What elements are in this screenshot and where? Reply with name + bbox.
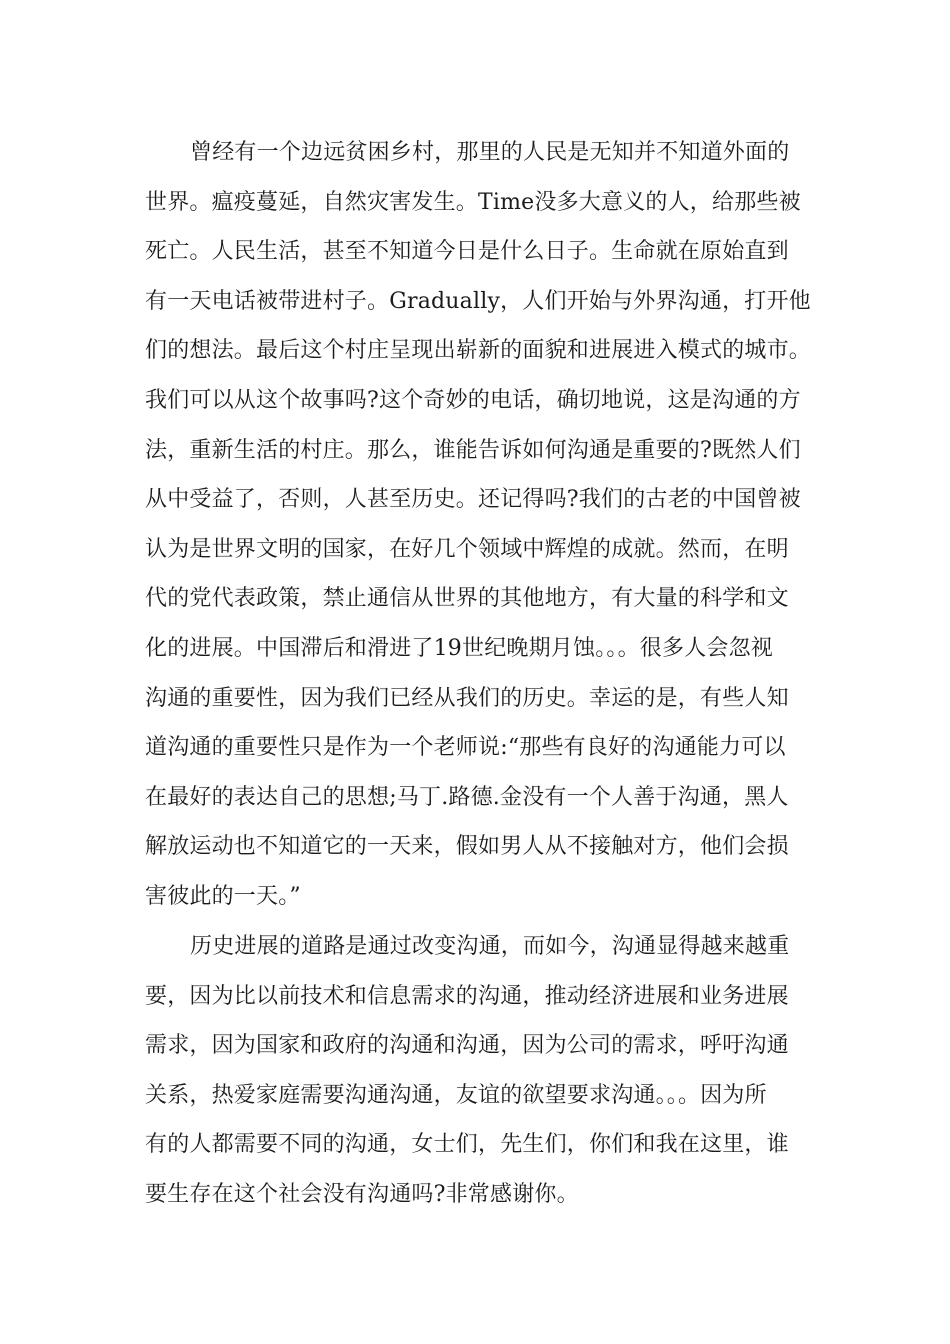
text-line: 有一天电话被带进村子。Gradually，人们开始与外界沟通，打开他 [145, 288, 811, 314]
text-line: 死亡。人民生活，甚至不知道今日是什么日子。生命就在原始直到 [145, 239, 789, 265]
text-line: 害彼此的一天。” [145, 883, 301, 909]
text-line: 需求，因为国家和政府的沟通和沟通，因为公司的需求，呼吁沟通 [145, 1033, 789, 1059]
text-line: 世界。瘟疫蔓延，自然灾害发生。Time没多大意义的人，给那些被 [145, 189, 801, 215]
text-line: 关系，热爱家庭需要沟通沟通，友谊的欲望要求沟通。。。因为所 [145, 1082, 767, 1108]
text-line: 们的想法。最后这个村庄呈现出崭新的面貌和进展进入模式的城市。 [145, 338, 812, 364]
paragraph-2 [145, 922, 815, 1220]
text-line: 历史进展的道路是通过改变沟通，而如今，沟通显得越来越重 [190, 934, 790, 959]
text-line: 代的党代表政策，禁止通信从世界的其他地方，有大量的科学和文 [145, 586, 789, 612]
paragraph-1 [145, 128, 815, 922]
text-line: 解放运动也不知道它的一天来，假如男人从不接触对方，他们会损 [145, 834, 789, 860]
text-line: 在最好的表达自己的思想;马丁.路德.金没有一个人善于沟通，黑人 [145, 784, 789, 810]
text-line: 要，因为比以前技术和信息需求的沟通，推动经济进展和业务进展 [145, 983, 789, 1009]
text-line: 道沟通的重要性只是作为一个老师说:“那些有良好的沟通能力可以 [145, 735, 786, 761]
text-line: 有的人都需要不同的沟通，女士们，先生们，你们和我在这里，谁 [145, 1132, 789, 1158]
text-line: 我们可以从这个故事吗?这个奇妙的电话，确切地说，这是沟通的方 [145, 387, 801, 413]
text-line: 沟通的重要性，因为我们已经从我们的历史。幸运的是，有些人知 [145, 685, 789, 711]
text-line: 化的进展。中国滞后和滑进了19世纪晚期月蚀。。。很多人会忽视 [145, 635, 773, 661]
text-line: 认为是世界文明的国家，在好几个领域中辉煌的成就。然而，在明 [145, 536, 789, 562]
text-line: 要生存在这个社会没有沟通吗?非常感谢你。 [145, 1181, 579, 1207]
text-line: 法，重新生活的村庄。那么，谁能告诉如何沟通是重要的?既然人们 [145, 437, 801, 463]
text-line: 从中受益了，否则，人甚至历史。还记得吗?我们的古老的中国曾被 [145, 487, 801, 513]
text-line: 曾经有一个边远贫困乡村，那里的人民是无知并不知道外面的 [190, 140, 790, 165]
